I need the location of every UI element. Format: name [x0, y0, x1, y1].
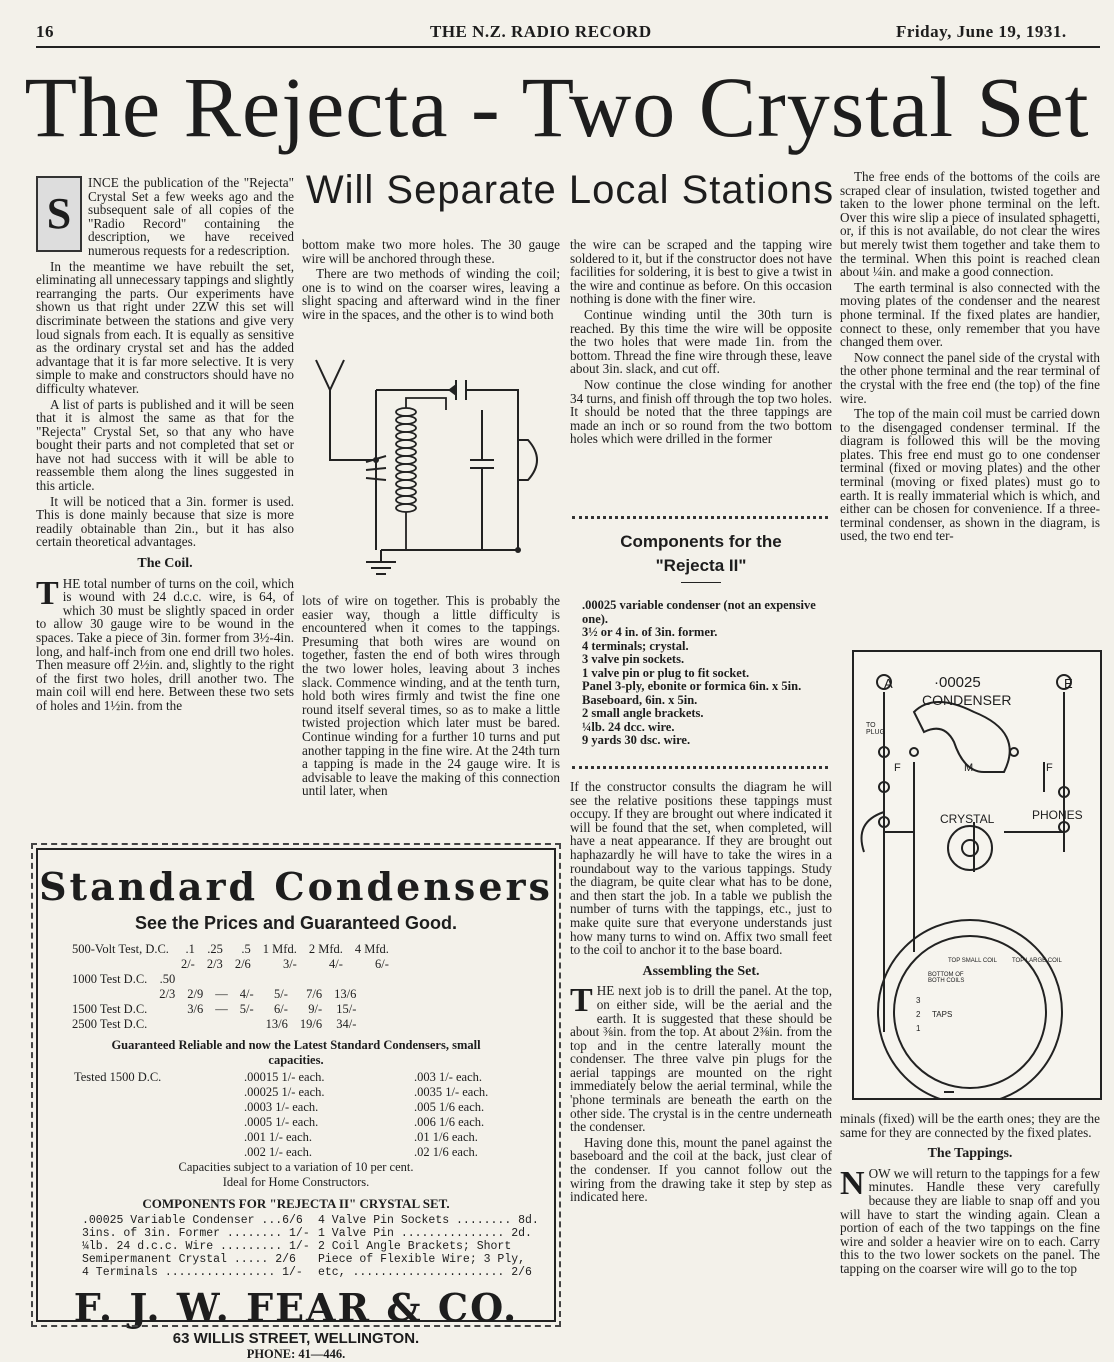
condenser-label: CONDENSER [922, 692, 1012, 708]
list-item: .00025 variable condenser (not an expensive one). [582, 598, 816, 626]
column-3-bottom [570, 780, 832, 1206]
paragraph: lots of wire on together. This is probably the easier way, though a little difficulty is encountered when it comes to the tappings. Presuming that both wires are wound on together, fasten the end of both wires through the two lower holes, leaving about 3 inches slack. Commence winding, and at the tenth turn, hold both wires firmly and twist the fine one round itself several times, so as to make a little twisted projection which later must be bared. Continue winding for a further 10 turns and put another tapping in the fine wire. At the 24th turn a tapping is made in the 24 gauge wire. It is advisable to leave the making of this connection until later, when [302, 593, 560, 799]
components-items [570, 599, 832, 748]
to-plug-label: TO PLUG [866, 722, 886, 736]
list-item: 1 valve pin or plug to fit socket. [582, 665, 750, 680]
list-item: Semipermanent Crystal ..... 2/6 [82, 1253, 296, 1266]
table-cell: 15/- [336, 1002, 357, 1016]
aerial-symbol [316, 360, 344, 410]
list-item: 1 Valve Pin ............... 2d. [318, 1227, 532, 1240]
tap-1-label: 1 [916, 1024, 921, 1033]
table-cell: 2/9 [187, 987, 204, 1001]
table-cell [153, 1002, 181, 1017]
table-cell [181, 1017, 209, 1032]
list-item: .00025 1/- each. [244, 1085, 325, 1099]
list-item: .005 1/6 each. [414, 1100, 485, 1114]
paragraph: minals (fixed) will be the earth ones; they are the same for they are connected by the fixed plates. [840, 1111, 1100, 1140]
table-cell: — [215, 1002, 228, 1016]
list-item: .003 1/- each. [414, 1070, 483, 1084]
table-cell: 5/- [274, 987, 288, 1001]
paragraph-text: HE next job is to drill the panel. At the top, on either side, will be the aerial and the earth. It is suggested that these should be about ⅜in. from the top. At about 2⅜in. from the top and in the centre laterally mount the condenser. The three valve pin plugs for the aerial tappings are mounted on the right immediately below the aerial terminal, while the 'phone terminals are beneath the earth on the other side. The crystal is in the centre underneath the condenser. [570, 983, 832, 1135]
issue-date: Friday, June 19, 1931. [896, 22, 1067, 41]
table-cell: 1000 Test D.C. [72, 972, 148, 986]
column-2-top [302, 238, 560, 324]
phones-label: PHONES [1032, 808, 1083, 822]
table-cell [153, 1017, 181, 1032]
list-item: .002 1/- each. [244, 1145, 313, 1159]
paragraph: If the constructor consults the diagram he will see the relative positions these tappings must occupy. If they are brought out where indicated it will be found that the set, when completed, will have a neat appearance. If they are brought out haphazardly he will have to take the wires in a roundabout way to the various tappings. Study the diagram, be quite clear what has to be done, and then start the job. In a table we publish the number of turns with the tappings, etc., just to make quite sure that everyone understands just how many turns to wind on. Affix two small feet to the coil to anchor it to the base board. [570, 779, 832, 958]
paragraph-text: HE total number of turns on the coil, which is wound with 24 d.c.c. wire, is 64, of which 30 must be slightly spaced in order to allow 30 gauge wire to be wound in the spaces. Take a piece of 3in. former from 3½-4in. long, and half-inch from one end drill two holes. Then measure off 2½in. and, slightly to the right of the first two holes, drill another two. The main coil will end here. Between these two sets of holes and 1½in. from the [36, 575, 294, 713]
table-cell: 2500 Test D.C. [72, 1017, 148, 1031]
paragraph [570, 984, 832, 1134]
list-item: .00025 Variable Condenser ...6/6 [82, 1214, 303, 1227]
list-item: .006 1/6 each. [414, 1115, 485, 1129]
table-cell: 13/6 [265, 1017, 288, 1031]
firm-name: F. J. W. FEAR & CO. [73, 1285, 519, 1330]
condensers-advertisement [36, 848, 556, 1361]
table-cell: 1 Mfd. [262, 942, 297, 956]
list-item: 9 yards 30 dsc. wire. [582, 733, 691, 747]
price-table-2 [72, 972, 362, 1032]
list-item: 3½ or 4 in. of 3in. former. [582, 625, 718, 639]
ad-title: Standard Condensers [39, 864, 553, 909]
small-right-list [414, 1070, 534, 1160]
table-cell: 4/- [328, 957, 343, 971]
dotted-divider [572, 516, 828, 519]
tested-label: Tested 1500 D.C. [74, 1070, 162, 1084]
table-cell: 5/- [239, 1002, 254, 1016]
wiring-diagram [852, 650, 1102, 1100]
short-rule [681, 582, 721, 583]
tap-3-label: 3 [916, 996, 921, 1005]
list-item: .02 1/6 each. [414, 1145, 478, 1159]
page-number: 16 [36, 22, 54, 41]
paragraph: There are two methods of winding the coil; one is to wind on the coarser wires, leaving a slight spacing and afterward wind in the finer wire in the spaces, and the other is to wind both [302, 266, 560, 322]
column-1 [36, 176, 294, 715]
list-item: 3ins. of 3in. Former ........ 1/- [82, 1227, 310, 1240]
list-item: .01 1/6 each. [414, 1130, 478, 1144]
header-rule [36, 46, 1100, 48]
table-cell: 19/6 [299, 1017, 323, 1031]
table-cell: 2/6 [234, 957, 251, 971]
list-item: .0035 1/- each. [414, 1085, 489, 1099]
list-item: etc, ...................... 2/6 [318, 1266, 532, 1279]
paragraph: In the meantime we have rebuilt the set, eliminating all unnecessary tappings and slightly rearranging the parts. Our experiments have shown us that right under 2ZW this set will discriminate between the stations and give very loud signals from each. It is equally as sensitive as the ordinary crystal set and has the added advantage that it is far more selective. It is very simple to make and constructors should have no difficulty whatever. [36, 258, 294, 396]
guarantee-text: Guaranteed Reliable and now the Latest Standard Condensers, small [111, 1038, 481, 1052]
table-row [72, 957, 395, 972]
paragraph: The top of the main coil must be carried down to the disengaged condenser terminal. If the diagram is followed this will be the moving plates. This free end must go to one condenser terminal (fixed or moving plates) and the other terminal (moving or fixed plates) must go to earth. It is really immaterial which is which, and either can be chosen for convenience. If a three-terminal condenser, as shown in the diagram, is used, the two end ter- [840, 406, 1100, 544]
ornamental-initial: S [36, 176, 82, 252]
drop-cap: N [840, 1164, 865, 1202]
column-4-bottom [840, 1112, 1100, 1278]
paragraph-text: OW we will return to the tappings for a few minutes. Handle these very carefully because they are liable to snap off and you will have to start the winding again. Clean a portion of each of the two tappings on the fine wire and solder a heavier wire on to each. Carry this to the two lower sockets on the panel. The tapping on the coarser wire will go to the top [840, 1165, 1100, 1276]
small-left-list [244, 1070, 414, 1160]
components-heading: Components for the [620, 532, 782, 551]
paragraph: A list of parts is published and it will be seen that it is almost the same as that for the "Rejecta" Crystal Set, so that any who have bought their parts and not completed that set or have not had success with it will be able to reassemble them along the lines suggested in this article. [36, 396, 294, 494]
table-cell: 9/- [308, 1002, 323, 1016]
table-cell: 3/- [282, 957, 297, 971]
table-cell: 3/6 [187, 1002, 204, 1016]
price-table [72, 942, 395, 972]
table-cell: 2/3 [159, 987, 176, 1001]
bottom-coils-label: BOTTOM OF BOTH COILS [928, 972, 965, 984]
comp-left-list [82, 1214, 318, 1279]
list-item: .001 1/- each. [244, 1130, 313, 1144]
table-cell: .50 [159, 972, 176, 986]
paragraph: It will be noticed that a 3in. former is used. This is done mainly because that size is more readily obtainable than 2in., but it has also certain theoretical advantages. [36, 493, 294, 550]
table-cell: .5 [241, 942, 251, 956]
fixed-plate-right-label: F [1046, 762, 1053, 774]
list-item: Baseboard, 6in. x 5in. [582, 692, 698, 707]
firm-address: 63 WILLIS STREET, WELLINGTON. [172, 1330, 420, 1347]
taps-label: TAPS [932, 1010, 953, 1019]
table-cell: 6/- [274, 1002, 288, 1016]
paragraph: INCE the publication of the "Rejecta" Crystal Set a few weeks ago and the subsequent sale of all copies of the "Radio Record" containing the description, we have received numerous requests for a redescription. [88, 175, 294, 258]
table-cell: 6/- [375, 957, 389, 971]
column-2-bottom [302, 594, 560, 800]
crystal-detector-symbol [448, 384, 456, 396]
guarantee-text-2: capacities. [268, 1053, 324, 1067]
top-large-coil-label: TOP LARGE COIL [1012, 958, 1062, 964]
list-item: 4 Valve Pin Sockets ........ 8d. [318, 1214, 539, 1227]
table-cell: 2/3 [206, 957, 223, 971]
list-item: ¼lb. 24 d.c.c. Wire ......... 1/- [82, 1240, 310, 1253]
article-subtitle: Will Separate Local Stations [305, 168, 835, 212]
table-cell: 500-Volt Test, D.C. [72, 942, 169, 956]
top-small-coil-label: TOP SMALL COIL [948, 958, 997, 964]
condenser-value: ·00025 [934, 674, 981, 691]
components-price-list [82, 1214, 554, 1279]
paragraph: bottom make two more holes. The 30 gauge wire will be anchored through these. [302, 237, 560, 266]
table-cell [72, 957, 175, 972]
drop-cap: T [36, 574, 59, 612]
fixed-plate-left-label: F [894, 762, 901, 774]
table-row [72, 942, 395, 957]
list-item: 2 small angle brackets. [582, 706, 704, 720]
table-cell: 34/- [336, 1017, 357, 1031]
article-title: The Rejecta - Two Crystal Set [24, 59, 1090, 155]
paragraph: The free ends of the bottoms of the coils are scraped clear of insulation, twisted together and taken to the lower phone terminal on the left. Over this wire slip a piece of insulated sphagetti, or, if this is not available, do not clear the wires but merely twist them together and take them to the terminal. When this point is reached clean about ¼in. and make a good connection. [840, 169, 1100, 280]
list-item: 3 valve pin sockets. [582, 652, 685, 666]
section-heading: The Tappings. [927, 1146, 1013, 1162]
table-cell: 4/- [239, 987, 254, 1001]
ad-subtitle: See the Prices and Guaranteed Good. [134, 913, 458, 933]
list-item: 4 Terminals ................ 1/- [82, 1266, 303, 1279]
table-row [72, 972, 362, 987]
paragraph [840, 1164, 1100, 1276]
earth-label: E [1064, 676, 1073, 691]
paragraph: Having done this, mount the panel against the baseboard and the coil at the back, just clear of the condenser. If you cannot follow out the wiring from the drawing take it step by step as indicated here. [570, 1134, 832, 1205]
circuit-diagram [306, 350, 562, 590]
aerial-label: A [884, 676, 893, 691]
table-cell [234, 1017, 260, 1032]
dotted-divider [572, 766, 828, 769]
paragraph: Now connect the panel side of the crystal with the other phone terminal and the rear terminal of the crystal with the free end (the top) of the fine wire. [840, 349, 1100, 406]
list-item: 4 terminals; crystal. [582, 638, 689, 653]
tap-2-label: 2 [916, 1010, 921, 1019]
column-3-top [570, 238, 832, 448]
capacities-note: Capacities subject to a variation of 10 per cent. [178, 1160, 414, 1174]
table-cell: .1 [185, 942, 195, 956]
moving-plate-label: M [964, 762, 974, 774]
small-capacities [74, 1070, 554, 1160]
table-cell [209, 1017, 234, 1032]
firm-phone: PHONE: 41—446. [246, 1347, 346, 1361]
paragraph: The earth terminal is also connected with the moving plates of the condenser and the nearest phone terminal. If the fixed plates are handier, connect to these, only remember that you have changed them over. [840, 279, 1100, 350]
wiring-lines [854, 652, 1100, 1098]
paragraph: Now continue the close winding for another 34 turns, and finish off through the top two holes. It should be noted that the three tappings are made an inch or so round from the two bottom holes which were drilled in the former [570, 376, 832, 447]
section-heading: The Coil. [137, 556, 193, 572]
drop-cap: T [570, 982, 593, 1020]
table-cell: — [215, 987, 228, 1001]
table-cell: 4 Mfd. [354, 942, 389, 956]
column-4-top [840, 170, 1100, 545]
list-item: .0003 1/- each. [244, 1100, 319, 1114]
table-row [72, 1002, 362, 1017]
publication-name: THE N.Z. RADIO RECORD [430, 22, 652, 41]
table-row [72, 1017, 362, 1032]
paragraph: the wire can be scraped and the tapping wire soldered to it, but if the constructor does not have facilities for soldering, it is best to give a twist in the wire and continue as before. On this occasion nothing is done with the finer wire. [570, 237, 832, 307]
list-item: .00015 1/- each. [244, 1070, 325, 1084]
table-cell: 2/- [180, 957, 195, 971]
section-heading: Assembling the Set. [642, 963, 760, 979]
table-cell: 13/6 [334, 987, 357, 1001]
comp-right-list [318, 1214, 548, 1279]
list-item: ¼lb. 24 dcc. wire. [582, 719, 675, 734]
paragraph: Continue winding until the 30th turn is reached. By this time the wire will be opposite the two holes that were made 1in. from the bottom. Thread the fine wire through these, leave about 3in. slack, and cut off. [570, 306, 832, 377]
table-cell: 2 Mfd. [308, 942, 343, 956]
list-item: 2 Coil Angle Brackets; Short [318, 1240, 512, 1253]
table-cell: 7/6 [306, 987, 323, 1001]
table-cell: 1500 Test D.C. [72, 1002, 148, 1016]
components-heading-2: "Rejecta II" [655, 556, 747, 575]
crystal-label: CRYSTAL [940, 812, 995, 826]
components-list [570, 530, 832, 748]
components-heading: COMPONENTS FOR "REJECTA II" CRYSTAL SET. [142, 1196, 450, 1211]
paragraph [36, 574, 294, 713]
list-item: Piece of Flexible Wire; 3 Ply, [318, 1253, 526, 1266]
ideal-note: Ideal for Home Constructors. [222, 1175, 370, 1189]
table-cell [72, 987, 153, 1002]
table-cell: .25 [207, 942, 223, 956]
list-item: Panel 3-ply, ebonite or formica 6in. x 5in. [582, 679, 802, 693]
table-row [72, 987, 362, 1002]
list-item: .0005 1/- each. [244, 1115, 319, 1129]
